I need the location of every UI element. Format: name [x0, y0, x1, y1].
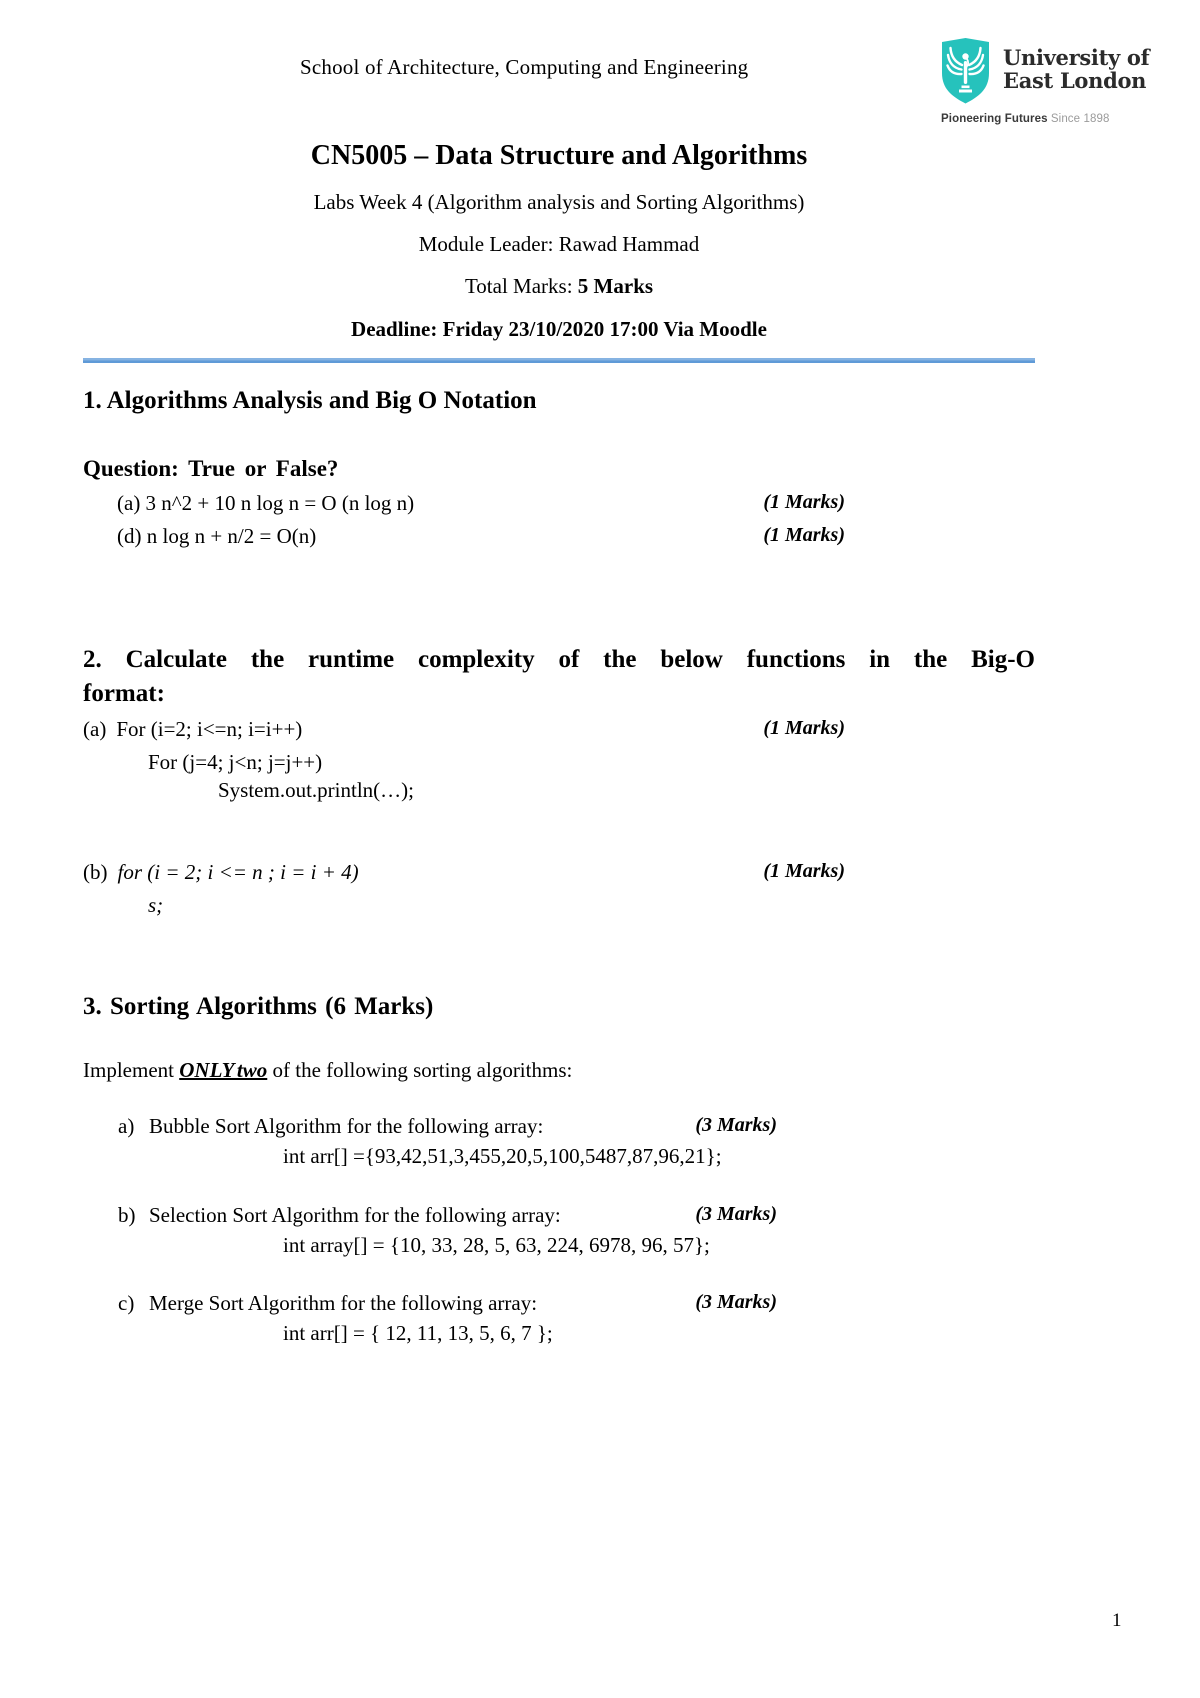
university-name-line2: East London: [1003, 68, 1147, 94]
marks-badge: (1 Marks): [763, 860, 845, 883]
list-item-label: a): [118, 1114, 135, 1139]
list-item-label: c): [118, 1290, 135, 1315]
question-row: [83, 524, 845, 548]
logo-lockup: [941, 38, 1171, 104]
code-line: For (j=4; j<n; j=j++): [148, 749, 323, 774]
list-item: [83, 1114, 777, 1138]
question-text: (a) 3 n^2 + 10 n log n = O (n log n): [117, 490, 415, 515]
code-text: For (i=2; i<=n; i=i++): [116, 716, 303, 741]
spacer: [83, 802, 1035, 860]
code-line: s;: [148, 893, 164, 918]
university-logo: [941, 38, 1171, 125]
code-line: [83, 860, 359, 884]
section2-heading-line2: format:: [83, 679, 165, 707]
section-divider: [83, 358, 1035, 363]
doc-title: CN5005 – Data Structure and Algorithms: [310, 140, 808, 171]
item-label: (b): [83, 860, 108, 885]
spacer: [83, 557, 1035, 643]
marks-badge: (3 Marks): [695, 1202, 777, 1225]
section3-intro: [83, 1058, 1035, 1082]
question-row: [83, 860, 845, 884]
spacer: [83, 917, 1035, 993]
section1-heading: 1. Algorithms Analysis and Big O Notation: [83, 386, 537, 414]
array-declaration: int array[] = {10, 33, 28, 5, 63, 224, 6978, 96, 57};: [283, 1232, 710, 1257]
intro-suffix: of the following sorting algorithms:: [267, 1058, 573, 1083]
code-text: for (i = 2; i <= n ; i = i + 4): [117, 860, 359, 885]
deadline: Deadline: Friday 23/10/2020 17:00 Via Moodle: [351, 316, 767, 341]
question-row: [83, 491, 845, 515]
marks-badge: (1 Marks): [763, 716, 845, 739]
list-item-label: b): [118, 1202, 136, 1227]
array-declaration: int arr[] = { 12, 11, 13, 5, 6, 7 };: [283, 1321, 553, 1346]
item-label: (a): [83, 716, 107, 741]
question-row: [83, 717, 845, 741]
document-body: [83, 140, 1035, 1379]
intro-prefix: Implement: [83, 1058, 180, 1083]
total-marks-value: 5 Marks: [577, 274, 654, 299]
marks-badge: (3 Marks): [695, 1114, 777, 1137]
uel-shield-icon: [941, 38, 990, 104]
section2-heading: [83, 643, 1035, 711]
module-leader: Module Leader: Rawad Hammad: [418, 232, 700, 257]
marks-badge: (1 Marks): [763, 490, 845, 513]
doc-subtitle: Labs Week 4 (Algorithm analysis and Sorting Algorithms): [313, 190, 805, 215]
logo-tagline: [941, 113, 1171, 125]
list-item-text: Merge Sort Algorithm for the following array:: [149, 1290, 538, 1315]
tagline-bold: Pioneering Futures: [941, 113, 1048, 125]
total-marks-label: Total Marks:: [464, 274, 578, 299]
code-line: [83, 717, 302, 741]
list-item: [83, 1291, 777, 1315]
intro-emphasis: ONLY two: [179, 1058, 268, 1083]
section1-question-label: Question: True or False?: [83, 455, 339, 481]
question-text: (d) n log n + n/2 = O(n): [117, 524, 317, 549]
marks-badge: (3 Marks): [695, 1290, 777, 1313]
array-declaration: int arr[] ={93,42,51,3,455,20,5,100,5487,87,96,21};: [283, 1144, 722, 1169]
list-item-text: Selection Sort Algorithm for the following array:: [149, 1202, 561, 1227]
list-item-text: Bubble Sort Algorithm for the following array:: [149, 1114, 544, 1139]
section3-heading: 3. Sorting Algorithms (6 Marks): [83, 993, 434, 1021]
page-number: 1: [1112, 1610, 1122, 1631]
list-item: [83, 1203, 777, 1227]
total-marks: [83, 274, 1035, 298]
marks-badge: (1 Marks): [763, 524, 845, 547]
university-name: [1003, 38, 1149, 92]
code-line: System.out.println(…);: [218, 778, 414, 802]
tagline-light: Since 1898: [1050, 113, 1110, 125]
school-header: School of Architecture, Computing and Engineering: [300, 55, 749, 79]
university-name-line1: University of: [1003, 45, 1150, 70]
section2-heading-line1: 2. Calculate the runtime complexity of the below functions in the Big-O: [83, 646, 1035, 674]
